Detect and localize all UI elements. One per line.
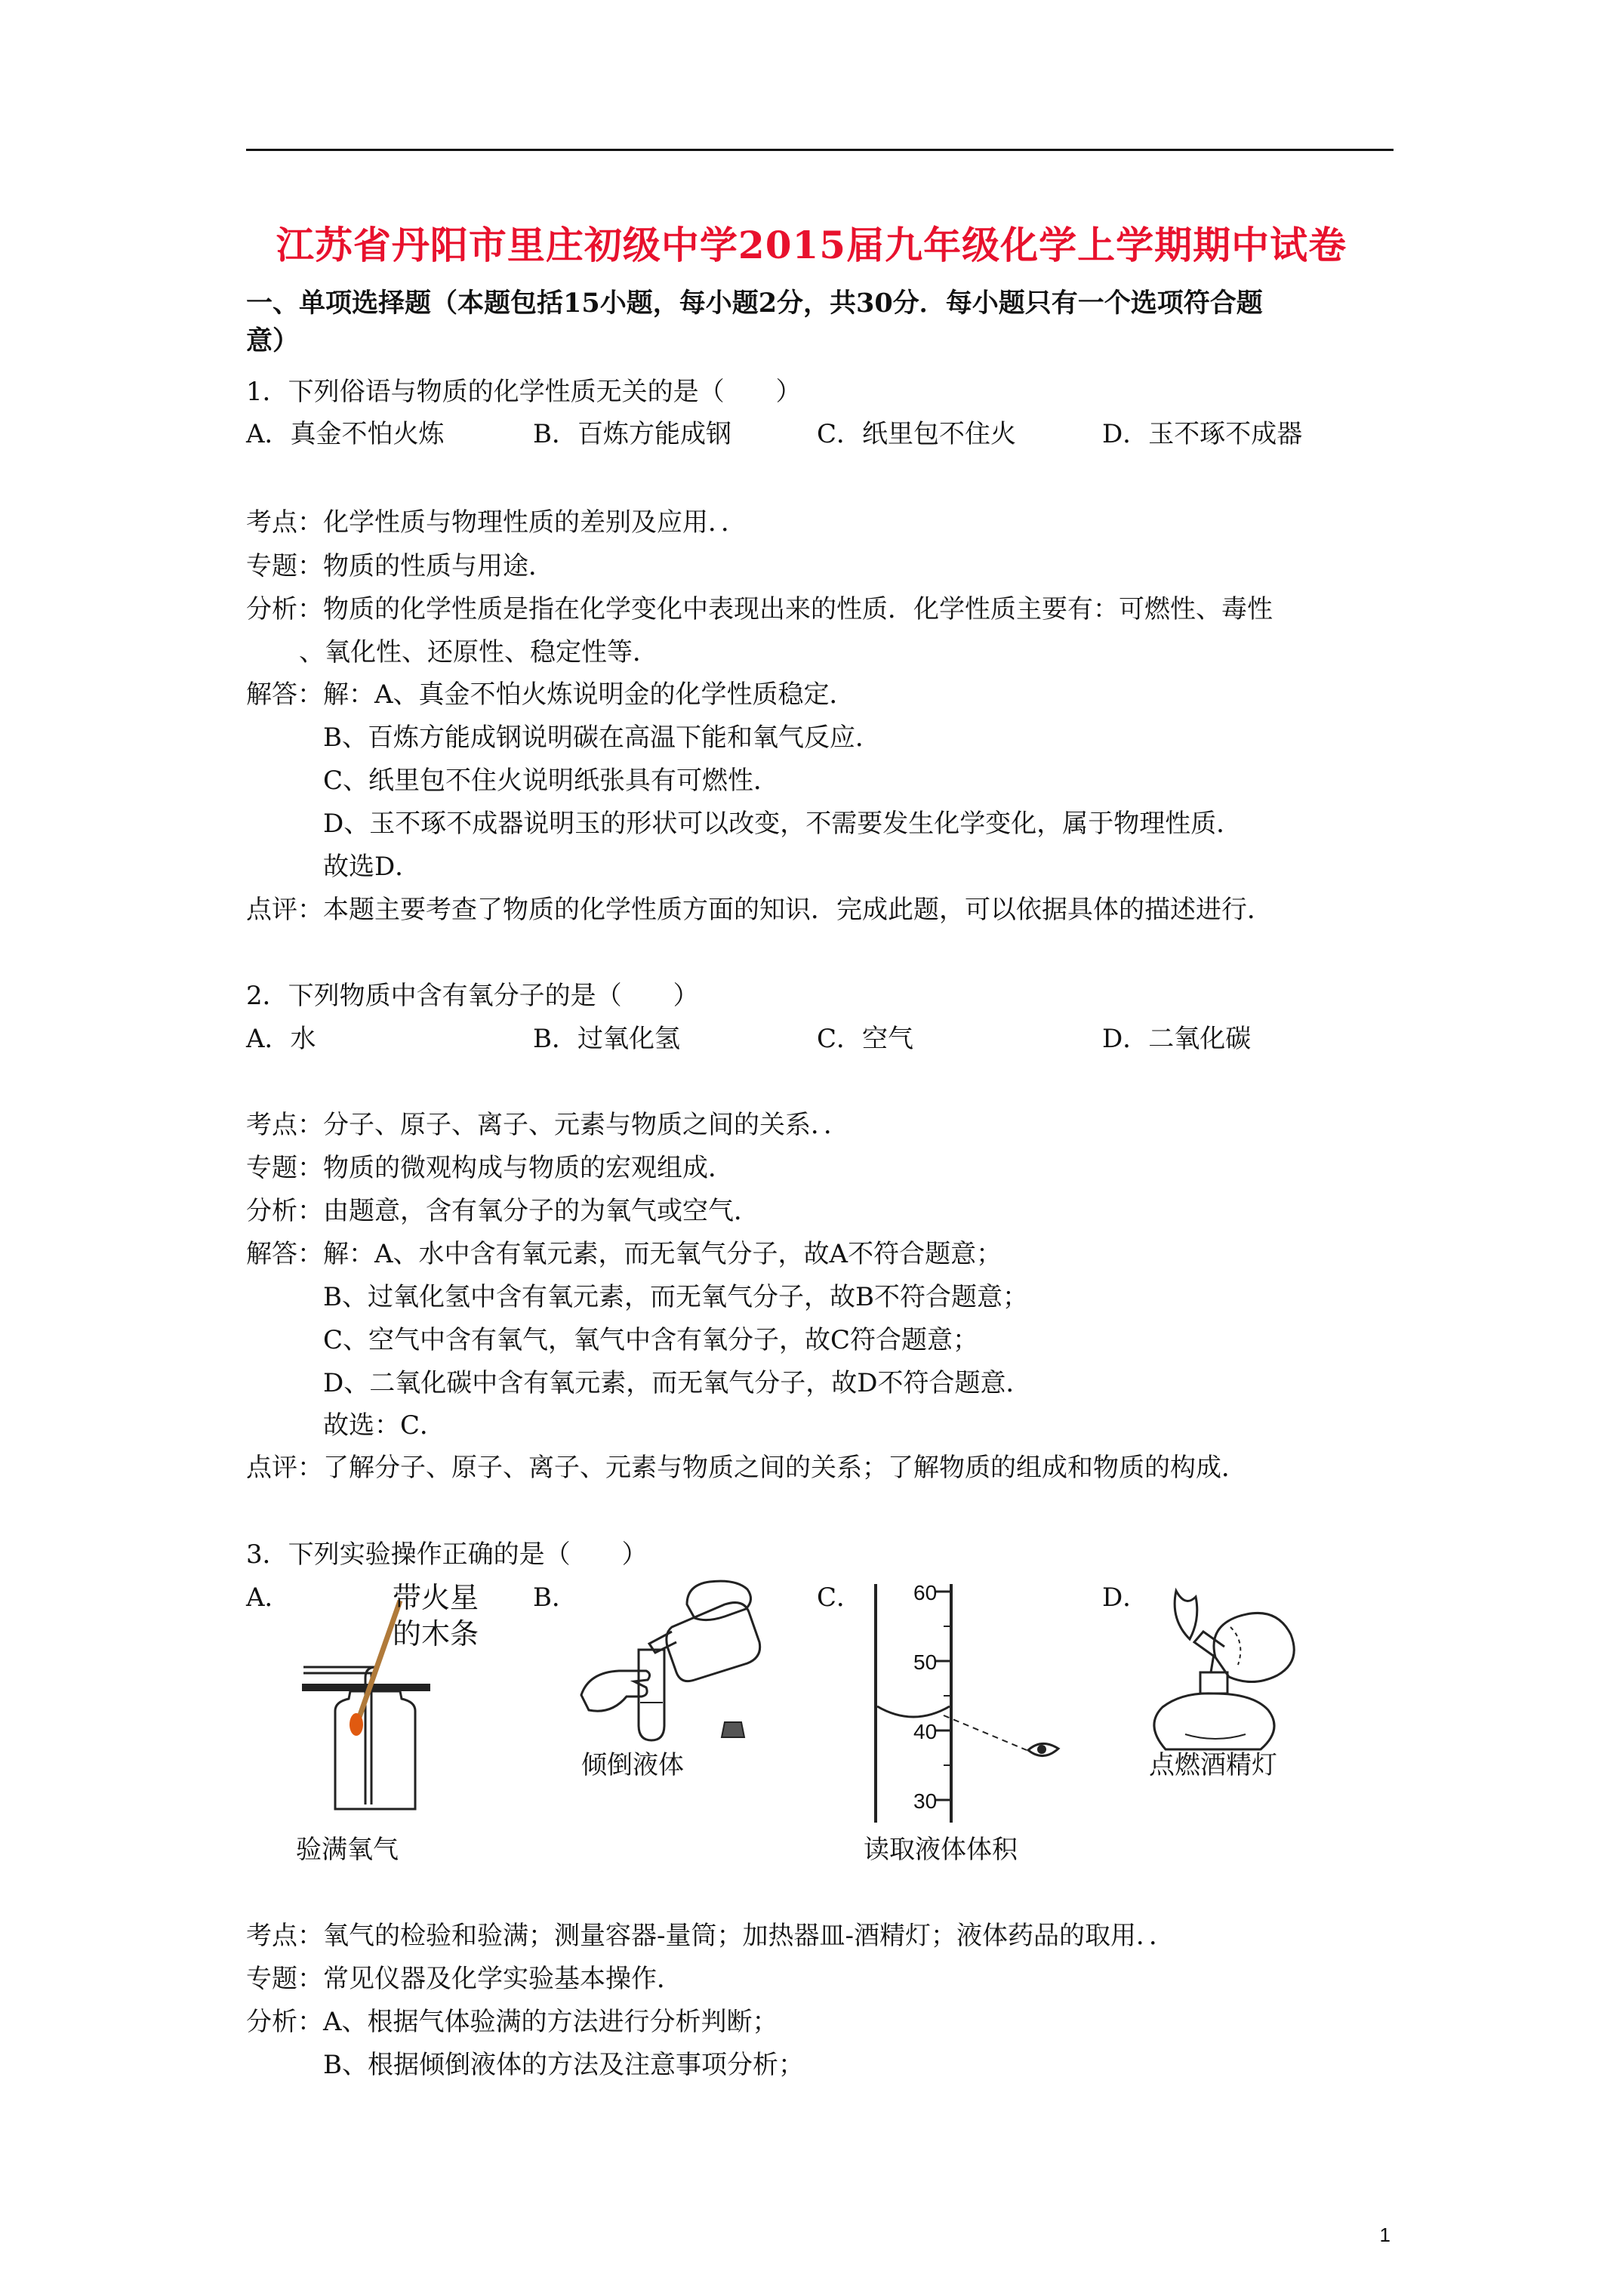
q2-option-c: C．空气 xyxy=(817,1024,914,1054)
q2-jieda-b: B、过氧化氢中含有氧元素，而无氧气分子，故B不符合题意； xyxy=(323,1282,1028,1312)
q2-answer: 故选：C． xyxy=(323,1410,446,1441)
header-rule xyxy=(246,149,1394,151)
q2-stem: 2．下列物质中含有氧分子的是（ ） xyxy=(246,981,699,1011)
q1-jieda-c: C、纸里包不住火说明纸张具有可燃性． xyxy=(323,766,780,796)
q1-jieda: 解答：解：A、真金不怕火炼说明金的化学性质稳定． xyxy=(246,680,855,710)
q1-option-a: A．真金不怕火炼 xyxy=(246,419,445,449)
q3-option-c: C． xyxy=(817,1583,863,1613)
q1-option-c: C．纸里包不住火 xyxy=(817,419,1017,449)
q2-option-b: B．过氧化氢 xyxy=(533,1024,680,1054)
q1-zhuanti: 专题：物质的性质与用途． xyxy=(246,551,554,581)
q3-fenxi: 分析：A、根据气体验满的方法进行分析判断； xyxy=(246,2007,778,2037)
figure-c-caption: 读取液体体积 xyxy=(864,1835,1018,1865)
cylinder-drawing xyxy=(861,1578,1072,1827)
q3-fenxi-b: B、根据倾倒液体的方法及注意事项分析； xyxy=(323,2050,804,2080)
q2-zhuanti: 专题：物质的微观构成与物质的宏观组成． xyxy=(246,1153,734,1183)
q1-jieda-d: D、玉不琢不成器说明玉的形状可以改变，不需要发生化学变化，属于物理性质． xyxy=(323,809,1243,839)
q3-option-d: D． xyxy=(1102,1583,1149,1613)
figure-a-oxygen-check xyxy=(287,1578,513,1835)
q2-jieda-c: C、空气中含有氧气，氧气中含有氧分子，故C符合题意； xyxy=(323,1325,979,1355)
tick-40: 40 xyxy=(913,1720,938,1743)
q1-stem: 1．下列俗语与物质的化学性质无关的是（ ） xyxy=(246,377,802,407)
q2-kaodian: 考点：分子、原子、离子、元素与物质之间的关系．． xyxy=(246,1110,849,1140)
figure-c-cylinder xyxy=(861,1578,1072,1827)
q1-kaodian: 考点：化学性质与物理性质的差别及应用．． xyxy=(246,507,747,538)
figure-a-caption: 验满氧气 xyxy=(296,1835,399,1865)
q1-fenxi-cont: 、氧化性、还原性、稳定性等． xyxy=(299,637,658,667)
figure-b-pouring xyxy=(574,1574,770,1755)
q1-dianping: 点评：本题主要考查了物质的化学性质方面的知识．完成此题，可以依据具体的描述进行． xyxy=(246,895,1273,925)
q3-zhuanti: 专题：常见仪器及化学实验基本操作． xyxy=(246,1964,682,1994)
page-title: 江苏省丹阳市里庄初级中学2015届九年级化学上学期期中试卷 xyxy=(276,223,1347,267)
q1-option-d: D．玉不琢不成器 xyxy=(1102,419,1303,449)
section-heading: 一、单项选择题（本题包括15小题，每小题2分，共30分．每小题只有一个选项符合题 xyxy=(246,288,1263,319)
q3-option-a: A． xyxy=(246,1583,291,1613)
q2-jieda-d: D、二氧化碳中含有氧元素，而无氧气分子，故D不符合题意． xyxy=(323,1368,1032,1398)
q1-jieda-b: B、百炼方能成钢说明碳在高温下能和氧气反应． xyxy=(323,723,881,753)
q1-option-b: B．百炼方能成钢 xyxy=(533,419,731,449)
section-heading-cont: 意） xyxy=(246,325,300,356)
bottle-splint-drawing xyxy=(287,1578,513,1835)
q3-stem: 3．下列实验操作正确的是（ ） xyxy=(246,1539,648,1570)
q3-option-b: B． xyxy=(533,1583,577,1613)
splint-label-cont: 的木条 xyxy=(393,1619,479,1650)
figure-b-caption: 倾倒液体 xyxy=(581,1750,684,1780)
figure-d-caption: 点燃酒精灯 xyxy=(1149,1750,1277,1780)
splint-label: 带火星 xyxy=(393,1583,479,1614)
tick-50: 50 xyxy=(913,1650,938,1674)
q2-option-d: D．二氧化碳 xyxy=(1102,1024,1252,1054)
q2-dianping: 点评：了解分子、原子、离子、元素与物质之间的关系；了解物质的组成和物质的构成． xyxy=(246,1453,1247,1483)
q1-answer: 故选D． xyxy=(323,852,421,882)
q1-fenxi: 分析：物质的化学性质是指在化学变化中表现出来的性质．化学性质主要有：可燃性、毒性 xyxy=(246,594,1273,624)
figure-d-alcohol-lamp xyxy=(1140,1574,1313,1755)
q3-kaodian: 考点：氧气的检验和验满；测量容器-量筒；加热器皿-酒精灯；液体药品的取用．． xyxy=(246,1921,1175,1951)
q2-fenxi: 分析：由题意，含有氧分子的为氧气或空气． xyxy=(246,1196,759,1226)
q2-jieda: 解答：解：A、水中含有氧元素，而无氧气分子，故A不符合题意； xyxy=(246,1239,1002,1269)
tick-60: 60 xyxy=(913,1581,938,1604)
alcohol-lamp-drawing xyxy=(1140,1574,1313,1755)
q2-option-a: A．水 xyxy=(246,1024,316,1054)
pouring-drawing xyxy=(574,1574,770,1755)
page-number: 1 xyxy=(1379,2224,1390,2246)
tick-30: 30 xyxy=(913,1789,938,1813)
